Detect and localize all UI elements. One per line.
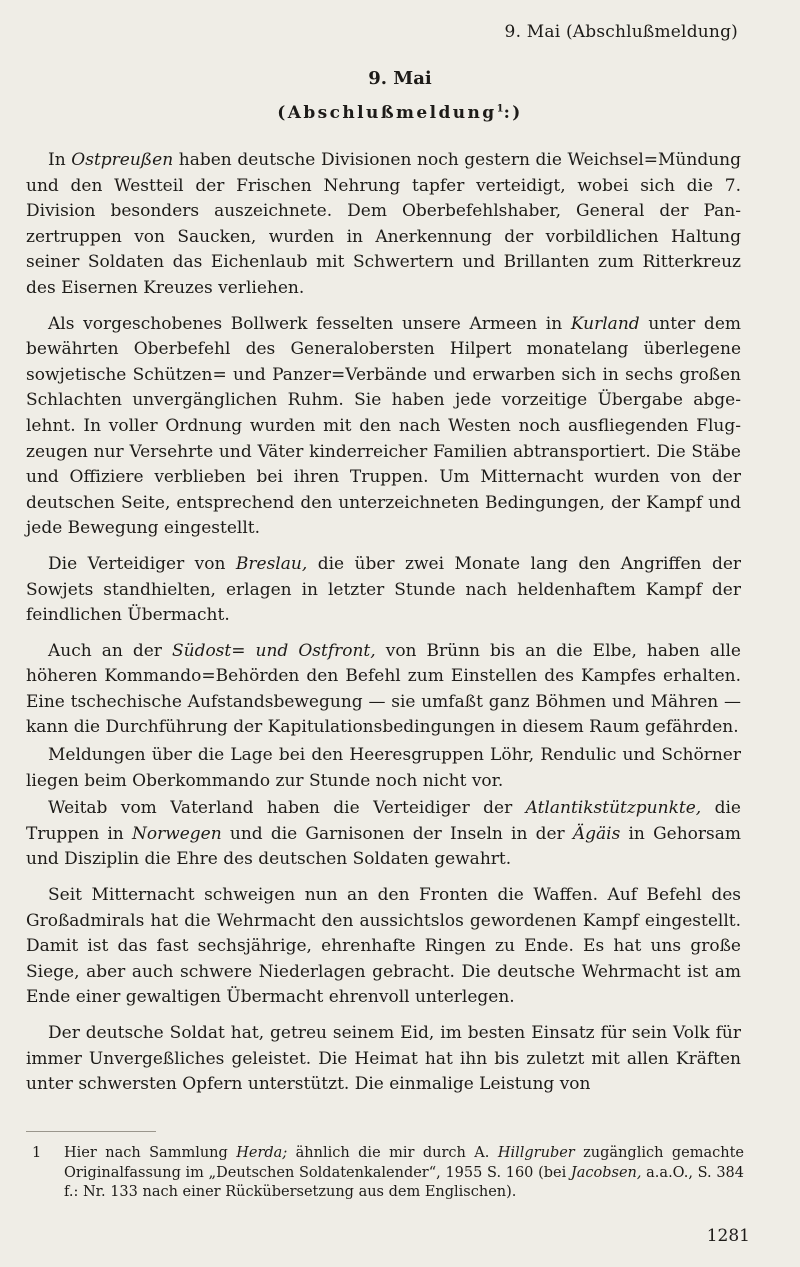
place-name-emphasis: Ägäis	[572, 823, 621, 844]
text-run: In	[48, 150, 72, 170]
place-name-emphasis: Südost= und Ostfront,	[171, 640, 376, 661]
paragraph-ostpreussen	[26, 148, 741, 302]
footnote-divider	[26, 1131, 156, 1132]
text-run: und die Garnisonen der Inseln in der	[221, 823, 573, 844]
author-emphasis: Jacobsen,	[570, 1164, 642, 1181]
paragraph-waffenruhe: Seit Mitternacht schweigen nun an den Fronten die Waffen. Auf Befehl des Großadmirals hat die Wehrmacht den aussichtslos gewordenen Kampf eingestellt. Damit ist das fast sechsjährige, ehrenhafte Ringen zu Ende. Es hat uns große Siege, aber auch schwere Niederlagen gebracht. Die deutsche Wehrmacht ist am Ende einer gewaltigen Übermacht ehrenvoll unterlegen.	[26, 885, 741, 1008]
paragraph-kurland	[26, 312, 741, 542]
text-run: Als vorgeschobenes Bollwerk fesselten unsere Armeen in	[48, 313, 571, 334]
text-run: a.a.O., S. 384 f.: Nr. 133 nach einer Rückübersetzung aus dem Englischen).	[64, 1164, 744, 1200]
text-run: Auch an der	[48, 640, 172, 661]
author-emphasis: Hillgruber	[497, 1145, 575, 1161]
footnote	[28, 1144, 744, 1203]
text-run: von Brünn bis an die Elbe, haben alle höheren Kommando=Behörden den Befehl zum Einstellen des Kampfes erhalten. Eine tschechische Aufstandsbewegung — sie umfaßt ganz Böhmen und Mähren — kann die Durchführung der Kapitulationsbedingungen in diesem Raum gefährden.	[26, 640, 741, 738]
page-number: 1281	[706, 1226, 750, 1246]
paragraph-soldat: Der deutsche Soldat hat, getreu seinem Eid, im besten Einsatz für sein Volk für immer Unvergeßliches geleistet. Die Heimat hat ihn bis zuletzt mit allen Kräften unter schwersten Opfern unterstützt. Die einmalige Leistung von	[26, 1023, 741, 1095]
entry-subtitle	[0, 103, 800, 123]
place-name-emphasis: Breslau,	[235, 553, 308, 574]
running-header: 9. Mai (Abschlußmeldung)	[504, 22, 738, 42]
entry-subtitle-text: (Abschlußmeldung	[277, 103, 497, 123]
place-name-emphasis: Ostpreußen	[71, 150, 174, 170]
text-run: Weitab vom Vaterland haben die Verteidiger der	[48, 798, 526, 819]
entry-subtitle-close: :)	[503, 103, 523, 123]
footnote-number: 1	[32, 1145, 42, 1161]
text-run: die über zwei Monate lang den Angriffen der Sowjets standhielten, erlagen in letzter Stunde nach heldenhaftem Kampf der feindlichen Übermacht.	[26, 553, 742, 626]
paragraph-atlantik	[26, 796, 741, 873]
place-name-emphasis: Atlantikstützpunkte,	[525, 798, 702, 819]
paragraph-breslau	[26, 552, 741, 629]
text-run: Hier nach Sammlung	[64, 1145, 237, 1161]
text-run: die Truppen in	[26, 798, 741, 844]
paragraph-suedost-ostfront	[26, 639, 741, 741]
entry-date-heading: 9. Mai	[368, 68, 432, 89]
text-run: ähnlich die mir durch A.	[287, 1145, 498, 1161]
text-run: haben deutsche Divisionen noch gestern die Weichsel=Mündung und den Westteil der Frischen Nehrung tapfer verteidigt, wobei sich die 7. Division besonders auszeichnete. Dem Oberbefehlshaber, General der Panzertruppen von Saucken, wurden in Anerkennung der vorbildlichen Haltung seiner Soldaten das Eichenlaub mit Schwertern und Brillanten zum Ritterkreuz des Eisernen Kreuzes verliehen.	[26, 150, 741, 298]
source-emphasis: Herda;	[236, 1145, 288, 1161]
place-name-emphasis: Kurland	[570, 313, 640, 334]
place-name-emphasis: Norwegen	[131, 823, 222, 844]
footnote-reference[interactable]: 1	[496, 103, 504, 115]
text-run: zugänglich gemachte Originalfassung im „Deutschen Soldatenkalender“, 1955 S. 160 (bei	[64, 1145, 744, 1181]
paragraph-heeresgruppen: Meldungen über die Lage bei den Heeresgruppen Löhr, Rendulic und Schörner liegen beim Oberkommando zur Stunde noch nicht vor.	[26, 745, 741, 791]
text-run: unter dem bewährten Oberbefehl des Generalobersten Hilpert monatelang überlegene sowjetische Schützen= und Panzer=Verbände und erwarben sich in sechs großen Schlachten unvergänglichen Ruhm. Sie haben jede vorzeitige Übergabe abgelehnt. In voller Ordnung wurden mit den nach Westen noch ausfliegenden Flugzeugen nur Versehrte und Väter kinderreicher Familien abtransportiert. Die Stäbe und Offiziere verblieben bei ihren Truppen. Um Mitternacht wurden von der deutschen Seite, entsprechend den unterzeichneten Bedingungen, der Kampf und jede Bewegung eingestellt.	[26, 313, 741, 539]
text-run: Die Verteidiger von	[48, 553, 236, 574]
text-run: in Gehorsam und Disziplin die Ehre des deutschen Soldaten gewahrt.	[26, 823, 741, 870]
body-text	[26, 148, 741, 1108]
